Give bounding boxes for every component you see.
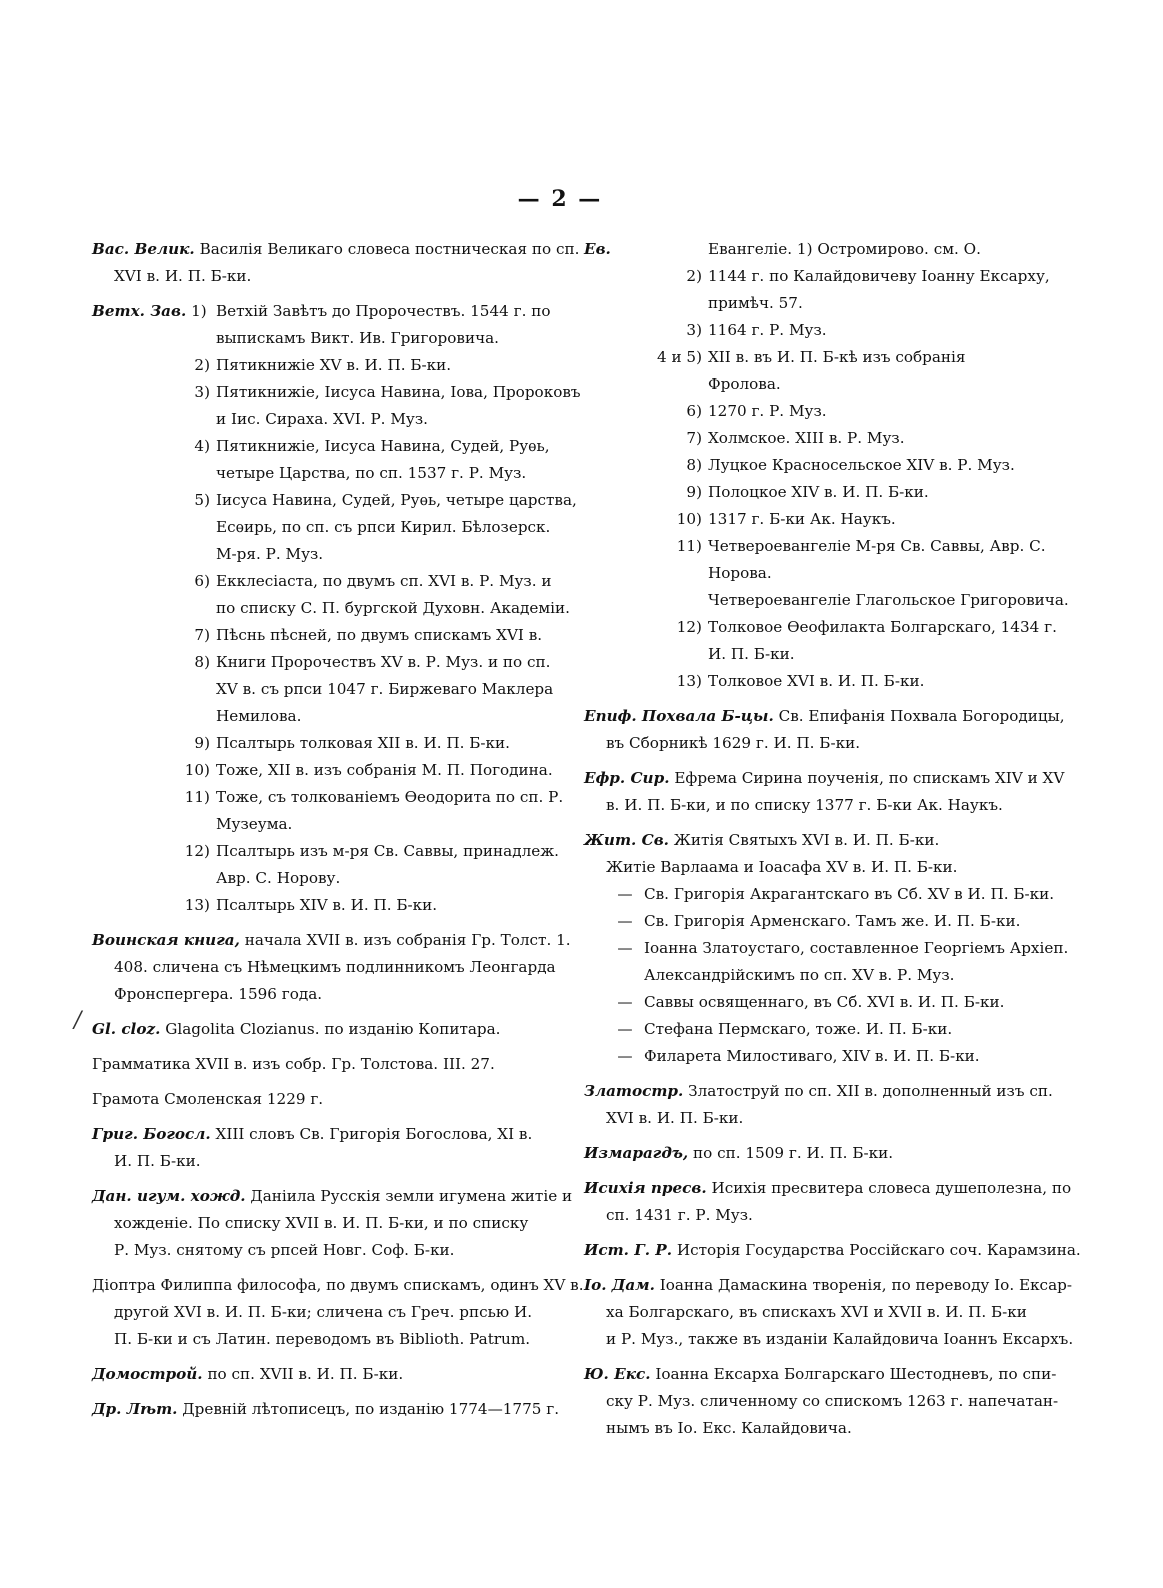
dash-text	[644, 935, 1068, 989]
entry-line	[584, 827, 1046, 854]
numbered-item	[584, 533, 1069, 614]
entry-text: Даніила Русскія земли игумена житіе и	[250, 1187, 573, 1205]
item-line: Немилова.	[216, 707, 302, 725]
item-line: Пятикнижіе, Іисуса Навина, Іова, Пророковъ	[216, 383, 581, 401]
entry-line	[584, 1175, 1072, 1202]
entry-continuation: и Р. Муз., также въ изданіи Калайдовича Іоаннъ Ексархъ.	[606, 1330, 1074, 1348]
entry-text: Glagolita Clozianus. по изданію Копитара.	[165, 1020, 501, 1038]
entry-line	[92, 1051, 562, 1078]
entry-line	[584, 1361, 1057, 1388]
item-line: Псалтырь толковая XII в. И. П. Б-ки.	[216, 734, 510, 752]
item-text	[210, 352, 562, 379]
item-text	[702, 344, 1046, 398]
entry-text: начала XVII в. изъ собранія Гр. Толст. 1.	[244, 931, 571, 949]
entry-dioptra	[92, 1272, 584, 1353]
right-column	[584, 236, 1081, 1450]
item-number: 12)	[676, 618, 702, 636]
entry-text: Грамматика XVII в. изъ собр. Гр. Толстова. III. 27.	[92, 1055, 495, 1073]
entry-text: Древній лѣтописецъ, по изданію 1774—1775 г.	[182, 1400, 560, 1418]
entry-isihiya	[584, 1175, 1072, 1229]
item-number: 2)	[194, 356, 210, 374]
item-number: 4 и 5)	[656, 348, 702, 366]
item-line: М-ря. Р. Муз.	[216, 545, 324, 563]
dash-item	[584, 908, 1046, 935]
item-line: XII в. въ И. П. Б-кѣ изъ собранія	[708, 348, 966, 366]
entry-zlatostr	[584, 1078, 1053, 1132]
entry-line	[92, 1086, 562, 1113]
numbered-item	[584, 479, 1046, 506]
page-number: — 2 —	[517, 186, 603, 212]
entry-yu-eks	[584, 1361, 1059, 1442]
item-line: 1317 г. Б-ки Ак. Наукъ.	[708, 510, 896, 528]
item-number: 12)	[184, 842, 210, 860]
item-number: 7)	[686, 429, 702, 447]
item-line: Толковое Ѳеофилакта Болгарскаго, 1434 г.	[708, 618, 1057, 636]
entry-domostroy	[92, 1361, 562, 1388]
numbered-item	[92, 379, 581, 433]
numbered-item	[584, 425, 1046, 452]
entry-grig-bogosl	[92, 1121, 562, 1175]
item-text	[702, 668, 1046, 695]
item-text	[210, 487, 577, 568]
dash-item	[584, 1043, 1046, 1070]
item-text	[702, 479, 1046, 506]
dash-line: Филарета Милостиваго, XIV в. И. П. Б-ки.	[644, 1047, 980, 1065]
left-column	[92, 236, 584, 1431]
entry-izmaragd	[584, 1140, 1046, 1167]
handwritten-margin-mark: /	[74, 1008, 82, 1033]
entry-efr-sir	[584, 765, 1065, 819]
numbered-item	[584, 614, 1057, 668]
dash-mark: —	[617, 1020, 633, 1038]
numbered-item	[92, 838, 562, 892]
dash-mark: —	[617, 912, 633, 930]
entry-continuation: ха Болгарскаго, въ спискахъ XVI и XVII в. И. П. Б-ки	[606, 1303, 1027, 1321]
entry-abbr: Григ. Богосл.	[92, 1125, 211, 1143]
dash-line: Іоанна Златоустаго, составленное Георгіемъ Архіеп.	[644, 939, 1069, 957]
item-line: Авр. С. Норову.	[216, 869, 341, 887]
entry-line	[92, 1272, 584, 1299]
item-line: Четвероевангеліе М-ря Св. Саввы, Авр. С.	[708, 537, 1046, 555]
numbered-item	[92, 730, 562, 757]
entry-abbr: Ист. Г. Р.	[584, 1241, 673, 1259]
entry-text: Грамота Смоленская 1229 г.	[92, 1090, 324, 1108]
entry-line	[584, 765, 1065, 792]
numbered-item	[92, 352, 562, 379]
entry-abbr: Вас. Велик.	[92, 240, 195, 258]
entry-abbr: Дан. игум. хожд.	[92, 1187, 246, 1205]
item-number: 9)	[194, 734, 210, 752]
numbered-item	[92, 649, 562, 730]
item-text	[702, 533, 1069, 614]
item-number: 5)	[194, 491, 210, 509]
entry-voinskaya	[92, 927, 571, 1008]
item-line: четыре Царства, по сп. 1537 г. Р. Муз.	[216, 464, 527, 482]
dash-line: Саввы освященнаго, въ Сб. XVI в. И. П. Б-ки.	[644, 993, 1005, 1011]
dash-mark: —	[617, 885, 633, 903]
dash-text	[644, 1043, 1046, 1070]
item-number: 8)	[686, 456, 702, 474]
entry-line	[584, 703, 1065, 730]
item-line: Тоже, съ толкованіемъ Ѳеодорита по сп. Р.	[216, 788, 564, 806]
numbered-item	[584, 398, 1046, 425]
numbered-item	[92, 433, 562, 487]
entry-vetkh-zav	[92, 298, 581, 919]
item-line: Пѣснь пѣсней, по двумъ спискамъ XVI в.	[216, 626, 543, 644]
numbered-item	[92, 784, 562, 838]
item-line: Холмское. XIII в. Р. Муз.	[708, 429, 905, 447]
numbered-item	[584, 668, 1046, 695]
dash-text	[644, 989, 1046, 1016]
dash-mark: —	[617, 1047, 633, 1065]
dash-item	[584, 881, 1055, 908]
dash-line: Св. Григорія Арменскаго. Тамъ же. И. П. Б-ки.	[644, 912, 1021, 930]
item-line: 1164 г. Р. Муз.	[708, 321, 827, 339]
item-line: XV в. съ рпси 1047 г. Биржеваго Маклера	[216, 680, 554, 698]
item-line: Норова.	[708, 564, 772, 582]
numbered-item	[584, 236, 1046, 263]
item-text	[702, 452, 1046, 479]
item-text	[210, 622, 562, 649]
numbered-item	[92, 568, 570, 622]
entry-abbr: Ветх. Зав.	[92, 302, 187, 320]
dash-line: Александрійскимъ по сп. XV в. Р. Муз.	[644, 966, 955, 984]
entry-text: по сп. XVII в. И. П. Б-ки.	[207, 1365, 404, 1383]
item-line: 1144 г. по Калайдовичеву Іоанну Ексарху,	[708, 267, 1050, 285]
item-text	[702, 614, 1057, 668]
entry-abbr: Златостр.	[584, 1082, 684, 1100]
dash-line: Св. Григорія Акрагантскаго въ Сб. XV в И. П. Б-ки.	[644, 885, 1055, 903]
item-line: Евангеліе. 1) Остромирово. см. О.	[708, 240, 981, 258]
entry-continuation: нымъ въ Іо. Екс. Калайдовича.	[606, 1419, 852, 1437]
item-line: Псалтырь изъ м-ря Св. Саввы, принадлеж.	[216, 842, 560, 860]
entry-line	[584, 1237, 1081, 1264]
item-line: примѣч. 57.	[708, 294, 803, 312]
item-text	[702, 398, 1046, 425]
dash-item	[584, 935, 1069, 989]
entry-continuation: XVI в. И. П. Б-ки.	[606, 1109, 744, 1127]
entry-abbr: Іо. Дам.	[584, 1276, 655, 1294]
item-number: 6)	[194, 572, 210, 590]
item-text	[702, 317, 1046, 344]
entry-continuation: 408. сличена съ Нѣмецкимъ подлинникомъ Леонгарда	[114, 958, 556, 976]
item-line: Четвероевангеліе Глагольское Григоровича.	[708, 591, 1069, 609]
entry-abbr: Жит. Св.	[584, 831, 669, 849]
item-line: Фролова.	[708, 375, 781, 393]
entry-text: XIII словъ Св. Григорія Богослова, XI в.	[215, 1125, 533, 1143]
item-number: 10)	[676, 510, 702, 528]
dash-item	[584, 1016, 1046, 1043]
item-number: 9)	[686, 483, 702, 501]
entry-abbr: Воинская книга,	[92, 931, 240, 949]
entry-grammatika	[92, 1051, 562, 1078]
item-number: 11)	[184, 788, 210, 806]
item-number: 13)	[676, 672, 702, 690]
entry-dr-let	[92, 1396, 562, 1423]
item-line: И. П. Б-ки.	[708, 645, 795, 663]
entry-abbr: Исихія пресв.	[584, 1179, 707, 1197]
item-text	[210, 838, 562, 892]
item-number: 4)	[194, 437, 210, 455]
item-line: и Іис. Сираха. XVI. Р. Муз.	[216, 410, 428, 428]
numbered-item	[584, 452, 1046, 479]
entry-text: Златоструй по сп. XII в. дополненный изъ сп.	[688, 1082, 1053, 1100]
entry-continuation: хожденіе. По списку XVII в. И. П. Б-ки, и по списку	[114, 1214, 529, 1232]
item-line: Музеума.	[216, 815, 293, 833]
entry-continuation: Житіе Варлаама и Іоасафа XV в. И. П. Б-ки.	[606, 858, 958, 876]
item-line: Толковое XVI в. И. П. Б-ки.	[708, 672, 925, 690]
entry-line	[92, 236, 580, 263]
entry-gl-cloz	[92, 1016, 562, 1043]
entry-text: Исихія пресвитера словеса душеполезна, по	[711, 1179, 1072, 1197]
numbered-item	[584, 263, 1050, 317]
entry-abbr: Ю. Екс.	[584, 1365, 651, 1383]
numbered-item	[92, 892, 562, 919]
entry-evangelie	[584, 236, 1069, 695]
numbered-item	[92, 757, 562, 784]
entry-line	[584, 1272, 1072, 1299]
item-line: выпискамъ Викт. Ив. Григоровича.	[216, 329, 499, 347]
item-text	[210, 757, 562, 784]
entry-abbr: Gl. cloz.	[92, 1020, 161, 1038]
entry-text: Ефрема Сирина поученія, по спискамъ XIV и XV	[674, 769, 1065, 787]
item-line: Книги Пророчествъ XV в. Р. Муз. и по сп.	[216, 653, 551, 671]
item-number: 3)	[686, 321, 702, 339]
dash-mark: —	[617, 939, 633, 957]
entry-text: Іоанна Ексарха Болгарскаго Шестодневъ, по спи-	[655, 1365, 1057, 1383]
item-line: по списку С. П. бургской Духовн. Академіи.	[216, 599, 570, 617]
dash-line: Стефана Пермскаго, тоже. И. П. Б-ки.	[644, 1020, 953, 1038]
entry-text: Діоптра Филиппа философа, по двумъ спискамъ, одинъ XV в.	[92, 1276, 584, 1294]
numbered-item	[584, 344, 1046, 398]
entry-line	[92, 1121, 562, 1148]
item-text	[210, 649, 562, 730]
item-line: Екклесіаста, по двумъ сп. XVI в. Р. Муз. и	[216, 572, 552, 590]
item-number: 13)	[184, 896, 210, 914]
item-text	[210, 730, 562, 757]
item-text	[702, 506, 1046, 533]
entry-abbr: Др. Лѣт.	[92, 1400, 178, 1418]
entry-vas-velik	[92, 236, 580, 290]
numbered-item	[584, 317, 1046, 344]
entry-abbr: Епиф. Похвала Б-цы.	[584, 707, 774, 725]
item-lead: Ветх. Зав. 1)	[92, 302, 207, 320]
item-line: Полоцкое XIV в. И. П. Б-ки.	[708, 483, 929, 501]
entry-continuation: сп. 1431 г. Р. Муз.	[606, 1206, 753, 1224]
entry-text: Житія Святыхъ XVI в. И. П. Б-ки.	[673, 831, 940, 849]
item-number: 6)	[686, 402, 702, 420]
entry-text: Василія Великаго словеса постническая по сп.	[199, 240, 580, 258]
entry-epif	[584, 703, 1065, 757]
dash-mark: —	[617, 993, 633, 1011]
entry-abbr: Измарагдъ,	[584, 1144, 689, 1162]
entry-text: Іоанна Дамаскина творенія, по переводу Іо. Ексар-	[659, 1276, 1072, 1294]
entry-zhit-sv	[584, 827, 1069, 1070]
numbered-item	[584, 506, 1046, 533]
entry-continuation: XVI в. И. П. Б-ки.	[114, 267, 252, 285]
dash-text	[644, 908, 1046, 935]
numbered-item	[92, 298, 562, 352]
item-line: 1270 г. Р. Муз.	[708, 402, 827, 420]
item-number: 11)	[676, 537, 702, 555]
entry-text: Св. Епифанія Похвала Богородицы,	[778, 707, 1065, 725]
item-number: 3)	[194, 383, 210, 401]
item-number: 8)	[194, 653, 210, 671]
item-line: Пятикнижіе, Іисуса Навина, Судей, Руѳь,	[216, 437, 550, 455]
item-text	[210, 298, 562, 352]
item-lead	[584, 236, 702, 263]
entry-io-dam	[584, 1272, 1074, 1353]
item-number: 2)	[686, 267, 702, 285]
item-line: Тоже, XII в. изъ собранія М. П. Погодина.	[216, 761, 553, 779]
item-line: Луцкое Красносельское XIV в. Р. Муз.	[708, 456, 1015, 474]
numbered-item	[92, 622, 562, 649]
item-line: Псалтырь XIV в. И. П. Б-ки.	[216, 896, 438, 914]
item-text	[702, 236, 1046, 263]
item-line: Есѳирь, по сп. съ рпси Кирил. Бѣлозерск.	[216, 518, 551, 536]
entry-continuation: П. Б-ки и съ Латин. переводомъ въ Biblioth. Patrum.	[114, 1330, 531, 1348]
entry-line	[92, 1361, 562, 1388]
item-text	[702, 425, 1046, 452]
item-number: 10)	[184, 761, 210, 779]
item-text	[210, 433, 562, 487]
entry-line	[92, 927, 571, 954]
item-number: 7)	[194, 626, 210, 644]
entry-abbr: Домострой.	[92, 1365, 203, 1383]
entry-continuation: в. И. П. Б-ки, и по списку 1377 г. Б-ки Ак. Наукъ.	[606, 796, 1003, 814]
entry-line	[584, 1078, 1053, 1105]
entry-line	[92, 1016, 562, 1043]
item-line: Іисуса Навина, Судей, Руѳь, четыре царства,	[216, 491, 577, 509]
dash-item	[584, 989, 1046, 1016]
item-text	[702, 263, 1050, 317]
item-line: Ветхій Завѣтъ до Пророчествъ. 1544 г. по	[216, 302, 551, 320]
entry-text: Исторія Государства Россійскаго соч. Карамзина.	[676, 1241, 1081, 1259]
entry-abbr: Ефр. Сир.	[584, 769, 670, 787]
entry-line	[92, 1183, 573, 1210]
dash-text	[644, 881, 1054, 908]
item-line: Пятикнижіе XV в. И. П. Б-ки.	[216, 356, 452, 374]
entry-abbr: Ев.	[584, 240, 611, 258]
entry-continuation: другой XVI в. И. П. Б-ки; сличена съ Греч. рпсью И.	[114, 1303, 533, 1321]
item-text	[210, 784, 563, 838]
entry-line	[584, 1140, 1046, 1167]
item-text	[210, 379, 581, 433]
item-text	[210, 568, 570, 622]
entry-continuation: ску Р. Муз. сличенному со спискомъ 1263 г. напечатан-	[606, 1392, 1059, 1410]
entry-ist-gr	[584, 1237, 1081, 1264]
entry-gramota	[92, 1086, 562, 1113]
entry-text: по сп. 1509 г. И. П. Б-ки.	[693, 1144, 894, 1162]
item-text	[210, 892, 562, 919]
entry-continuation: И. П. Б-ки.	[114, 1152, 201, 1170]
dash-text	[644, 1016, 1046, 1043]
numbered-item	[92, 487, 577, 568]
entry-line	[92, 1396, 562, 1423]
entry-continuation: Р. Муз. снятому съ рпсей Новг. Соф. Б-ки.	[114, 1241, 455, 1259]
entry-dan-igum	[92, 1183, 573, 1264]
entry-continuation: Фронспергера. 1596 года.	[114, 985, 323, 1003]
entry-continuation: въ Сборникѣ 1629 г. И. П. Б-ки.	[606, 734, 861, 752]
